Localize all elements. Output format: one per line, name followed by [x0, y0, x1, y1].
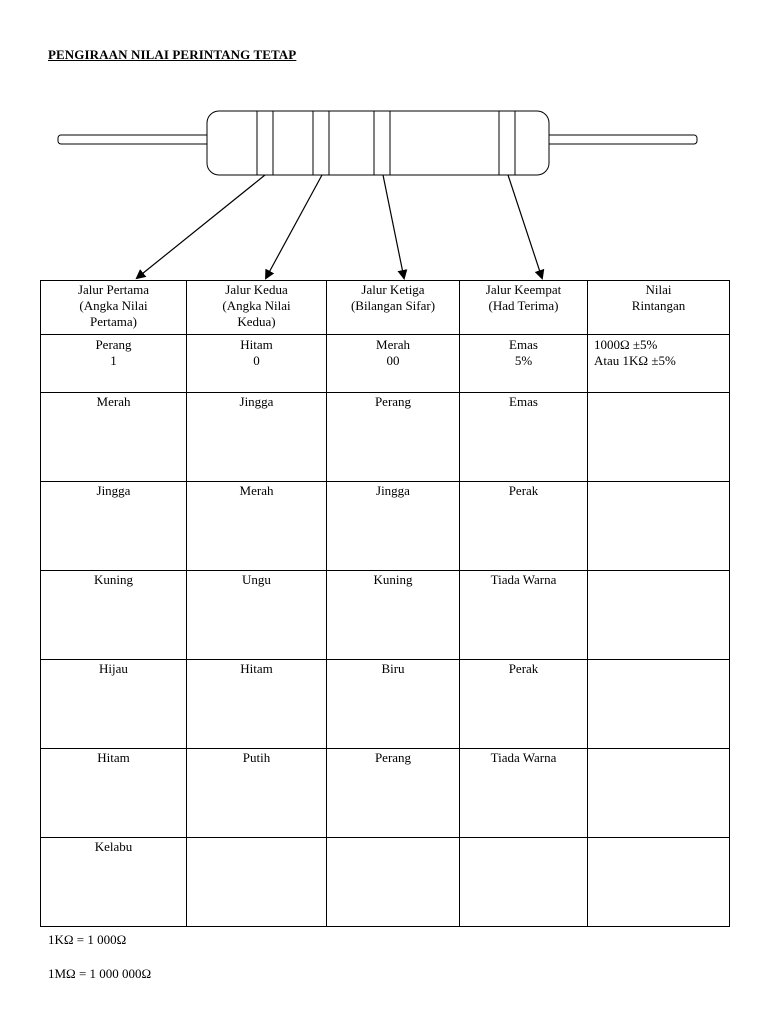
cell-band-1: Hitam: [41, 749, 187, 838]
cell-band-3: Perang: [327, 749, 460, 838]
band-1: [257, 111, 273, 175]
resistor-left-lead: [58, 135, 210, 144]
header-nilai-rintangan: Nilai Rintangan: [588, 281, 730, 335]
cell-band-1: Kelabu: [41, 838, 187, 927]
example-cell-band-1: Perang 1: [41, 335, 187, 393]
header-jalur-ketiga: Jalur Ketiga (Bilangan Sifar): [327, 281, 460, 335]
table-row: [41, 749, 730, 838]
cell-band-1: Kuning: [41, 571, 187, 660]
cell-band-4: [460, 838, 588, 927]
example-cell-band-2: Hitam 0: [187, 335, 327, 393]
cell-band-3: Perang: [327, 393, 460, 482]
header-jalur-keempat: Jalur Keempat (Had Terima): [460, 281, 588, 335]
resistor-right-lead: [546, 135, 697, 144]
cell-band-1: Hijau: [41, 660, 187, 749]
cell-band-2: Ungu: [187, 571, 327, 660]
cell-band-3: Jingga: [327, 482, 460, 571]
cell-band-2: Jingga: [187, 393, 327, 482]
table-row: [41, 571, 730, 660]
cell-band-4: Perak: [460, 660, 588, 749]
arrow-band-4: [508, 175, 542, 278]
cell-band-2: Putih: [187, 749, 327, 838]
band-3: [374, 111, 390, 175]
cell-band-1: Jingga: [41, 482, 187, 571]
cell-band-2: Merah: [187, 482, 327, 571]
table-row: [41, 838, 730, 927]
arrow-band-1: [137, 175, 265, 278]
table-header-row: [41, 281, 730, 335]
cell-band-4: Tiada Warna: [460, 749, 588, 838]
page-title: PENGIRAAN NILAI PERINTANG TETAP: [48, 47, 297, 62]
table-row: [41, 482, 730, 571]
example-cell-band-4: Emas 5%: [460, 335, 588, 393]
resistor-diagram: [0, 0, 768, 290]
example-row: [41, 335, 730, 393]
cell-band-1: Merah: [41, 393, 187, 482]
resistor-band-table: [40, 280, 730, 927]
cell-band-4: Tiada Warna: [460, 571, 588, 660]
arrow-band-3: [383, 175, 404, 278]
cell-resistance: [588, 660, 730, 749]
cell-band-3: [327, 838, 460, 927]
conversion-kilo-ohm: 1KΩ = 1 000Ω: [48, 932, 127, 947]
header-jalur-kedua: Jalur Kedua (Angka Nilai Kedua): [187, 281, 327, 335]
cell-resistance: [588, 571, 730, 660]
cell-band-2: [187, 838, 327, 927]
cell-band-3: Kuning: [327, 571, 460, 660]
cell-band-2: Hitam: [187, 660, 327, 749]
arrow-band-2: [266, 175, 322, 278]
table-row: [41, 393, 730, 482]
band-4: [499, 111, 515, 175]
cell-band-3: Biru: [327, 660, 460, 749]
example-cell-resistance: 1000Ω ±5% Atau 1KΩ ±5%: [588, 335, 730, 393]
cell-resistance: [588, 838, 730, 927]
cell-resistance: [588, 482, 730, 571]
conversion-mega-ohm: 1MΩ = 1 000 000Ω: [48, 966, 152, 981]
table-row: [41, 660, 730, 749]
cell-resistance: [588, 393, 730, 482]
header-jalur-pertama: Jalur Pertama (Angka Nilai Pertama): [41, 281, 187, 335]
cell-band-4: Perak: [460, 482, 588, 571]
cell-band-4: Emas: [460, 393, 588, 482]
band-2: [313, 111, 329, 175]
cell-resistance: [588, 749, 730, 838]
example-cell-band-3: Merah 00: [327, 335, 460, 393]
